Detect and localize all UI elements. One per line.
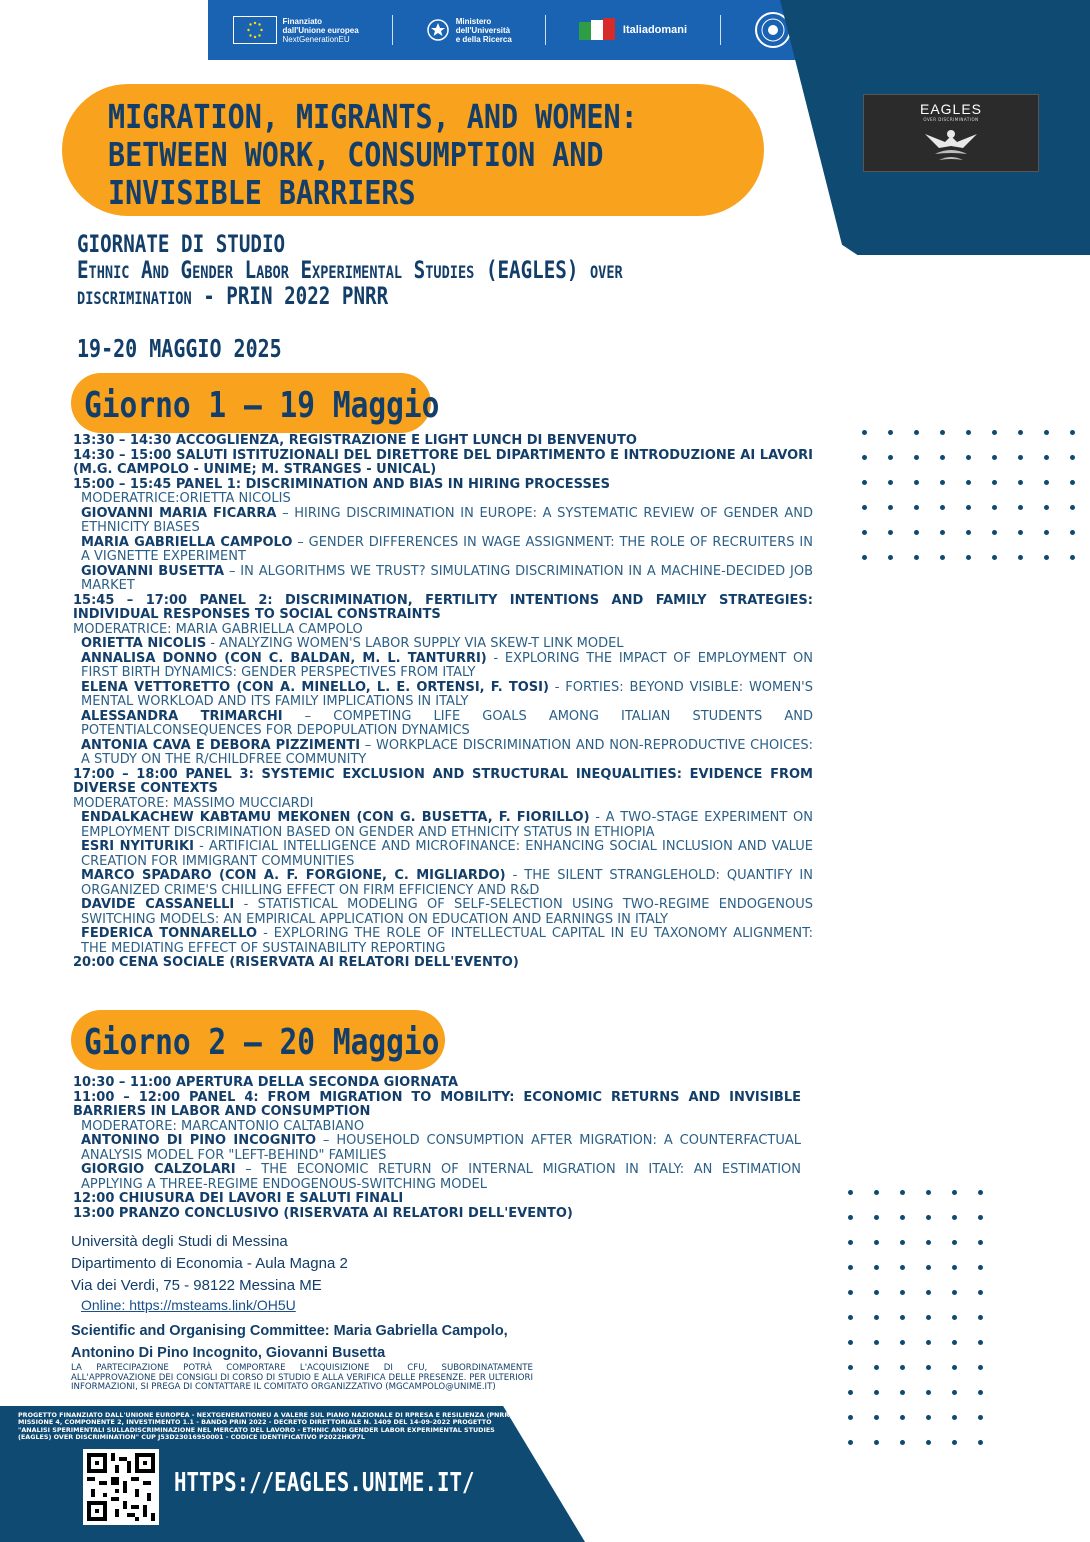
- dot: [874, 1340, 879, 1345]
- dot: [940, 555, 945, 560]
- dot: [992, 555, 997, 560]
- program-item-title: ANTONINO DI PINO INCOGNITO: [81, 1133, 316, 1148]
- day2-program-item: [73, 1120, 801, 1135]
- dot: [862, 505, 867, 510]
- day1-program-item: [73, 478, 813, 493]
- program-item-text: - ARTIFICIAL INTELLIGENCE AND MICROFINANCE: ENHANCING SOCIAL INCLUSION AND VALUE CREATION FOR IMMIGRANT COMMUNITIES: [81, 839, 813, 869]
- dot: [926, 1340, 931, 1345]
- dot: [1070, 505, 1075, 510]
- dot: [874, 1290, 879, 1295]
- title-line-2: BETWEEN WORK, CONSUMPTION AND: [108, 135, 604, 174]
- program-item-text: - ANALYZING WOMEN'S LABOR SUPPLY VIA SKEW-T LINK MODEL: [206, 636, 624, 651]
- day1-program-item: [73, 652, 813, 681]
- day1-program-item: [73, 449, 813, 478]
- dot: [926, 1390, 931, 1395]
- eu-logo: [233, 16, 359, 44]
- program-item-text: MODERATRICE:ORIETTA NICOLIS: [81, 491, 291, 506]
- dot: [992, 480, 997, 485]
- dot: [900, 1440, 905, 1445]
- dot: [888, 455, 893, 460]
- dot: [1044, 530, 1049, 535]
- dot: [848, 1365, 853, 1370]
- program-item-title: 17:00 – 18:00 PANEL 3: SYSTEMIC EXCLUSION AND STRUCTURAL INEQUALITIES: EVIDENCE FROM DIVERSE CONTEXTS: [73, 766, 813, 796]
- dot: [926, 1290, 931, 1295]
- eagles-logo: [863, 94, 1039, 172]
- program-item-title: 14:30 – 15:00 SALUTI ISTITUZIONALI DEL DIRETTORE DEL DIPARTIMENTO E INTRODUZIONE AI LAVORI (M.G. CAMPOLO - UNIME; M. STRANGES - UNICAL): [73, 447, 813, 477]
- dot: [874, 1190, 879, 1195]
- dot: [874, 1215, 879, 1220]
- dot: [966, 455, 971, 460]
- dot: [952, 1440, 957, 1445]
- project-name-2: discrimination - PRIN 2022 PNRR: [77, 282, 389, 310]
- dot: [848, 1440, 853, 1445]
- dot: [914, 555, 919, 560]
- dot: [900, 1340, 905, 1345]
- dot: [1044, 480, 1049, 485]
- program-item-title: 10:30 – 11:00 APERTURA DELLA SECONDA GIORNATA: [73, 1075, 459, 1090]
- dot: [848, 1315, 853, 1320]
- dot: [952, 1215, 957, 1220]
- online-link[interactable]: Online: https://msteams.link/OH5U: [81, 1297, 296, 1313]
- program-item-title: 13:30 – 14:30 ACCOGLIENZA, REGISTRAZIONE E LIGHT LUNCH DI BENVENUTO: [73, 433, 637, 448]
- dot: [1070, 480, 1075, 485]
- eagle-icon: [921, 122, 981, 168]
- dot: [1018, 455, 1023, 460]
- day2-program: [73, 1076, 801, 1221]
- dot: [848, 1240, 853, 1245]
- dot: [1018, 505, 1023, 510]
- day1-heading: Giorno 1 – 19 Maggio: [84, 385, 440, 426]
- program-item-title: 20:00 CENA SOCIALE (RISERVATA AI RELATORI DELL'EVENTO): [73, 955, 519, 970]
- dot: [940, 530, 945, 535]
- day1-program-item: [73, 797, 813, 812]
- dot: [848, 1215, 853, 1220]
- dot: [966, 430, 971, 435]
- program-item-text: – WORKPLACE DISCRIMINATION AND NON-REPRODUCTIVE CHOICES: A STUDY ON THE R/CHILDFREE COMMUNITY: [81, 737, 813, 767]
- dot: [926, 1315, 931, 1320]
- dot: [940, 505, 945, 510]
- dot: [966, 480, 971, 485]
- funding-banner: [208, 0, 882, 60]
- dot: [940, 480, 945, 485]
- dot: [952, 1315, 957, 1320]
- italia-flag-icon: [579, 18, 617, 42]
- dot: [952, 1340, 957, 1345]
- program-item-title: 15:00 – 15:45 PANEL 1: DISCRIMINATION AND BIAS IN HIRING PROCESSES: [73, 476, 611, 492]
- day1-program-item: [73, 623, 813, 638]
- program-item-title: GIOVANNI MARIA FICARRA: [81, 505, 277, 521]
- page-title: [108, 98, 762, 212]
- dot: [978, 1340, 983, 1345]
- dot: [914, 480, 919, 485]
- dot: [848, 1390, 853, 1395]
- day2-program-item: [73, 1207, 801, 1222]
- dot: [874, 1240, 879, 1245]
- dot: [874, 1390, 879, 1395]
- dot: [952, 1240, 957, 1245]
- dot: [900, 1415, 905, 1420]
- day1-program-item: [73, 565, 813, 594]
- program-item-text: – IN ALGORITHMS WE TRUST? SIMULATING DISCRIMINATION IN A MACHINE-DECIDED JOB MARKET: [81, 563, 813, 593]
- dot: [900, 1390, 905, 1395]
- dot: [1044, 555, 1049, 560]
- dot: [952, 1265, 957, 1270]
- dot: [952, 1290, 957, 1295]
- dot: [862, 480, 867, 485]
- dot: [874, 1440, 879, 1445]
- day1-program-item: [73, 681, 813, 710]
- project-name: Ethnic And Gender Labor Experimental Studies (EAGLES) over: [77, 256, 623, 284]
- day1-program-item: [73, 739, 813, 768]
- dot: [926, 1190, 931, 1195]
- day1-program-item: [73, 536, 813, 565]
- dot: [966, 555, 971, 560]
- program-item-title: ORIETTA NICOLIS: [81, 636, 207, 651]
- dot: [848, 1290, 853, 1295]
- mur-text-2: dell'Università: [455, 25, 511, 35]
- divider: [392, 15, 393, 45]
- republic-emblem-icon: [426, 18, 450, 42]
- program-item-title: 12:00 CHIUSURA DEI LAVORI E SALUTI FINALI: [73, 1191, 404, 1206]
- dot: [914, 530, 919, 535]
- dot: [874, 1415, 879, 1420]
- day1-program-item: [73, 869, 813, 898]
- dot: [926, 1215, 931, 1220]
- divider: [545, 15, 546, 45]
- italiadomani-text: Italiadomani: [622, 23, 688, 36]
- day1-program-item: [73, 594, 813, 623]
- dot: [848, 1190, 853, 1195]
- mur-text-3: e della Ricerca: [455, 34, 512, 44]
- day1-program: [73, 434, 813, 971]
- funding-text: PROGETTO FINANZIATO DALL'UNIONE EUROPEA - NEXTGENERATIONEU A VALERE SUL PIANO NAZIONALE DI RPRESA E RESILIENZA (PNRR) - MISSIONE 4, COMPONENTE 2, INVESTIMENTO 1.1 - BANDO PRIN 2022 - DECRETO DIRETTORIALE N. 1409 DEL 14-09-2022 PROGETTO "ANALISI SPERIMENTALI SULLADISCRIMINAZIONE NEL MERCATO DEL LAVORO - ETHNIC AND GENDER LABOR EXPERIMENTAL STUDIES (EAGLES) OVER DISCRIMINATION" CUP J53D23016950001 - CODICE IDENTIFICATIVO P2022HKP7L: [18, 1411, 518, 1442]
- program-item-text: MODERATORE: MASSIMO MUCCIARDI: [73, 795, 314, 811]
- dot: [926, 1265, 931, 1270]
- eu-text-1: Finanziato: [282, 16, 323, 26]
- eu-text-3: NextGenerationEU: [282, 34, 350, 44]
- dot: [848, 1265, 853, 1270]
- dot: [900, 1190, 905, 1195]
- dot: [992, 505, 997, 510]
- day1-program-item: [73, 710, 813, 739]
- mur-text-1: Ministero: [455, 16, 492, 26]
- dot: [862, 430, 867, 435]
- program-item-text: - STATISTICAL MODELING OF SELF-SELECTION USING TWO-REGIME ENDOGENOUS SWITCHING MODELS: AN EMPIRICAL APPLICATION ON EDUCATION AND EARNINGS IN ITALY: [81, 897, 813, 927]
- dot: [900, 1365, 905, 1370]
- website-url[interactable]: HTTPS://EAGLES.UNIME.IT/: [174, 1468, 475, 1498]
- program-item-text: – COMPETING LIFE GOALS AMONG ITALIAN STUDENTS AND POTENTIALCONSEQUENCES FOR DEPOPULATION DYNAMICS: [81, 708, 813, 738]
- program-item-title: MARIA GABRIELLA CAMPOLO: [81, 534, 293, 550]
- day2-heading: Giorno 2 – 20 Maggio: [84, 1022, 440, 1063]
- dot: [992, 455, 997, 460]
- program-item-text: - A TWO-STAGE EXPERIMENT ON EMPLOYMENT DISCRIMINATION BASED ON GENDER AND ETHNICITY STATUS IN ETHIOPIA: [81, 810, 813, 840]
- dot: [992, 430, 997, 435]
- dot: [1070, 555, 1075, 560]
- dot: [1018, 430, 1023, 435]
- dot: [978, 1415, 983, 1420]
- dot-pattern-lower: [848, 1190, 1004, 1445]
- dot: [978, 1390, 983, 1395]
- eagles-logo-subtitle: OVER DISCRIMINATION: [923, 117, 979, 122]
- dot: [1070, 430, 1075, 435]
- eu-stars-icon: [233, 16, 277, 44]
- program-item-title: FEDERICA TONNARELLO: [81, 926, 258, 941]
- dot: [848, 1340, 853, 1345]
- dot-pattern-upper: [862, 430, 1090, 560]
- dot: [862, 455, 867, 460]
- dot: [874, 1265, 879, 1270]
- program-item-text: MODERATRICE: MARIA GABRIELLA CAMPOLO: [73, 621, 363, 637]
- program-item-title: GIOVANNI BUSETTA: [81, 563, 225, 579]
- dot: [1044, 455, 1049, 460]
- program-item-title: MARCO SPADARO (CON A. F. FORGIONE, C. MIGLIARDO): [81, 868, 506, 883]
- program-item-text: - EXPLORING THE IMPACT OF EMPLOYMENT ON FIRST BIRTH DYNAMICS: GENDER PERSPECTIVES FROM ITALY: [81, 650, 813, 680]
- divider: [720, 15, 721, 45]
- dot: [888, 530, 893, 535]
- program-item-title: ELENA VETTORETTO (CON A. MINELLO, L. E. ORTENSI, F. TOSI): [81, 679, 549, 695]
- eagles-logo-title: EAGLES: [919, 101, 983, 117]
- title-line-3: INVISIBLE BARRIERS: [108, 173, 416, 212]
- dot: [888, 505, 893, 510]
- dot: [978, 1265, 983, 1270]
- title-line-1: MIGRATION, MIGRANTS, AND WOMEN:: [108, 97, 638, 136]
- day1-program-item: [73, 434, 813, 449]
- program-item-title: 15:45 – 17:00 PANEL 2: DISCRIMINATION, FERTILITY INTENTIONS AND FAMILY STRATEGIES: INDIVIDUAL RESPONSES TO SOCIAL CONSTRAINTS: [73, 592, 813, 622]
- dot: [978, 1215, 983, 1220]
- dot: [926, 1365, 931, 1370]
- dot: [952, 1390, 957, 1395]
- day1-program-item: [73, 956, 813, 971]
- cfu-note: LA PARTECIPAZIONE POTRÀ COMPORTARE L'ACQUISIZIONE DI CFU, SUBORDINATAMENTE ALL'APPROVAZIONE DEI CONSIGLI DI CORSO DI STUDIO E ALLA VERIFICA DELLE PRESENZE. PER ULTERIORI INFORMAZIONI, SI PREGA DI CONTATTARE IL COMITATO ORGANIZZATIVO (MGCAMPOLO@UNIME.IT): [71, 1363, 533, 1393]
- dot: [862, 555, 867, 560]
- program-item-text: – HOUSEHOLD CONSUMPTION AFTER MIGRATION: A COUNTERFACTUAL ANALYSIS MODEL FOR "LEFT-BEHIND" FAMILIES: [81, 1133, 802, 1163]
- dot: [900, 1315, 905, 1320]
- dot: [914, 455, 919, 460]
- program-item-title: GIORGIO CALZOLARI: [81, 1162, 236, 1177]
- program-item-title: DAVIDE CASSANELLI: [81, 897, 235, 912]
- dot: [926, 1415, 931, 1420]
- dot: [978, 1315, 983, 1320]
- dot: [952, 1190, 957, 1195]
- day1-program-item: [73, 840, 813, 869]
- program-item-title: 11:00 – 12:00 PANEL 4: FROM MIGRATION TO MOBILITY: ECONOMIC RETURNS AND INVISIBLE BARRIERS IN LABOR AND CONSUMPTION: [73, 1089, 801, 1119]
- dot: [874, 1315, 879, 1320]
- day1-program-item: [73, 898, 813, 927]
- day1-program-item: [73, 492, 813, 507]
- dot: [978, 1190, 983, 1195]
- dot: [914, 430, 919, 435]
- venue-university: Università degli Studi di Messina: [71, 1233, 288, 1250]
- dot: [862, 530, 867, 535]
- program-item-text: - EXPLORING THE ROLE OF INTELLECTUAL CAPITAL IN EU TAXONOMY ALIGNMENT: THE MEDIATING EFFECT OF SUSTAINABILITY REPORTING: [81, 926, 813, 956]
- event-dates: 19-20 MAGGIO 2025: [77, 334, 282, 363]
- day2-program-item: [73, 1091, 801, 1120]
- day2-program-item: [73, 1163, 801, 1192]
- dot: [1070, 455, 1075, 460]
- dot: [978, 1365, 983, 1370]
- program-item-title: 13:00 PRANZO CONCLUSIVO (RISERVATA AI RELATORI DELL'EVENTO): [73, 1205, 573, 1221]
- dot: [888, 555, 893, 560]
- program-item-title: ALESSANDRA TRIMARCHI: [81, 708, 283, 724]
- dot: [914, 505, 919, 510]
- dot: [940, 455, 945, 460]
- dot: [978, 1440, 983, 1445]
- dot: [966, 530, 971, 535]
- program-item-text: – THE ECONOMIC RETURN OF INTERNAL MIGRATION IN ITALY: AN ESTIMATION APPLYING A THREE-REGIME ENDOGENOUS-SWITCHING MODEL: [81, 1162, 801, 1192]
- dot: [952, 1415, 957, 1420]
- dot: [900, 1215, 905, 1220]
- day2-program-item: [73, 1192, 801, 1207]
- program-item-text: – GENDER DIFFERENCES IN WAGE ASSIGNMENT: THE ROLE OF RECRUITERS IN A VIGNETTE EXPERIMENT: [81, 534, 813, 564]
- dot: [848, 1415, 853, 1420]
- dot: [1018, 555, 1023, 560]
- qr-code-icon: [87, 1453, 155, 1521]
- dot: [978, 1290, 983, 1295]
- dot: [940, 430, 945, 435]
- dot: [978, 1240, 983, 1245]
- dot: [926, 1440, 931, 1445]
- day1-program-item: [73, 811, 813, 840]
- dot: [926, 1240, 931, 1245]
- program-item-text: MODERATORE: MARCANTONIO CALTABIANO: [81, 1118, 365, 1134]
- program-item-text: - THE SILENT STRANGLEHOLD: QUANTIFY IN ORGANIZED CRIME'S CHILLING EFFECT ON FIRM EFFICIENCY AND R&D: [81, 868, 813, 898]
- day1-program-item: [73, 637, 813, 652]
- day2-program-item: [73, 1076, 801, 1091]
- dot: [952, 1365, 957, 1370]
- dot: [992, 530, 997, 535]
- dot: [874, 1365, 879, 1370]
- dot: [900, 1240, 905, 1245]
- dot: [900, 1265, 905, 1270]
- program-item-title: ENDALKACHEW KABTAMU MEKONEN (CON G. BUSETTA, F. FIORILLO): [81, 810, 590, 825]
- day1-program-item: [73, 768, 813, 797]
- eu-text-2: dall'Unione europea: [282, 25, 359, 35]
- day1-program-item: [73, 507, 813, 536]
- program-item-title: ANTONIA CAVA E DEBORA PIZZIMENTI: [81, 737, 361, 753]
- program-item-text: – HIRING DISCRIMINATION IN EUROPE: A SYSTEMATIC REVIEW OF GENDER AND ETHNICITY BIASES: [81, 505, 813, 535]
- dot: [1044, 430, 1049, 435]
- dot: [888, 430, 893, 435]
- program-item-title: ANNALISA DONNO (CON C. BALDAN, M. L. TANTURRI): [81, 650, 487, 666]
- italiadomani-logo: [579, 18, 687, 42]
- dot: [1070, 530, 1075, 535]
- day2-program-item: [73, 1134, 801, 1163]
- dot: [888, 480, 893, 485]
- venue-address: Via dei Verdi, 75 - 98122 Messina ME: [71, 1277, 322, 1294]
- dot: [1018, 480, 1023, 485]
- venue-department: Dipartimento di Economia - Aula Magna 2: [71, 1255, 348, 1272]
- qr-code[interactable]: [83, 1449, 159, 1525]
- dot: [966, 505, 971, 510]
- study-days-label: GIORNATE DI STUDIO: [77, 230, 286, 258]
- committee: Scientific and Organising Committee: Maria Gabriella Campolo, Antonino Di Pino Incognito, Giovanni Busetta: [71, 1323, 508, 1361]
- dot: [900, 1290, 905, 1295]
- dot: [1018, 530, 1023, 535]
- mur-logo: [426, 17, 512, 44]
- day1-program-item: [73, 927, 813, 956]
- dot: [1044, 505, 1049, 510]
- program-item-title: ESRI NYITURIKI: [81, 839, 194, 854]
- program-item-text: - FORTIES: BEYOND VISIBLE: WOMEN'S MENTAL WORKLOAD AND ITS FAMILY IMPLICATIONS IN ITALY: [81, 679, 814, 709]
